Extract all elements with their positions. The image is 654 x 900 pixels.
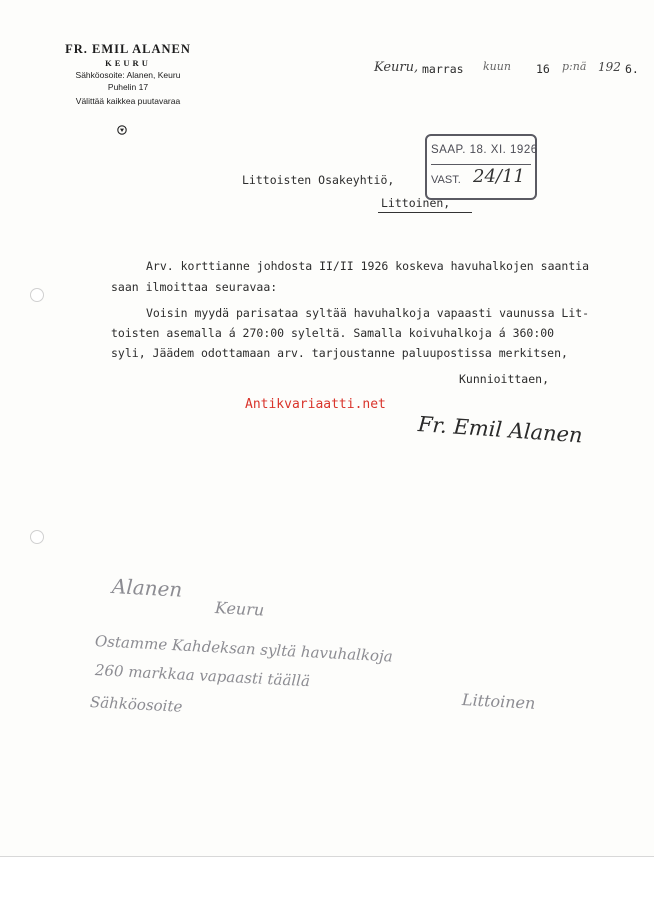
stamp-answered-date: 24/11: [473, 166, 525, 187]
emblem-icon: [117, 125, 127, 135]
company-name: FR. EMIL ALANEN: [65, 42, 191, 56]
pencil-note-place: Littoinen: [461, 690, 536, 713]
stamp-divider: [431, 164, 531, 165]
watermark: Antikvariaatti.net: [245, 397, 386, 412]
recipient-name: Littoisten Osakeyhtiö,: [242, 173, 395, 187]
pencil-note-city: Keuru: [214, 598, 265, 620]
company-city: KEURU: [105, 58, 151, 68]
punch-hole-bottom: [30, 530, 44, 544]
body-line-2: saan ilmoittaa seuravaa:: [111, 280, 278, 294]
date-year-suffix: 6.: [625, 62, 639, 76]
phone-number: Puhelin 17: [107, 82, 149, 92]
pencil-note-line-1: Ostamme Kahdeksan syltä havuhalkoja: [94, 632, 394, 666]
punch-hole-top: [30, 288, 44, 302]
pencil-note-line-3: Sähköosoite: [89, 693, 183, 716]
body-line-4: toisten asemalla á 270:00 syleltä. Samalla koivuhalkoja á 360:00: [111, 326, 555, 340]
business-line: Välittää kaikkea puutavaraa: [75, 96, 181, 106]
date-day: 16: [536, 62, 550, 76]
date-year-prefix: 192: [598, 60, 621, 74]
body-line-1: Arv. korttianne johdosta II/II 1926 koskeva havuhalkojen saantia: [146, 259, 590, 273]
date-pna: p:nä: [562, 60, 587, 73]
stamp-received-date: SAAP. 18. XI. 1926: [431, 144, 538, 156]
recipient-place: Littoinen,: [381, 196, 451, 210]
body-line-3: Voisin myydä parisataa syltää havuhalkoja vapaasti vaunussa Lit-: [146, 306, 590, 320]
recipient-underline: [378, 212, 472, 213]
telegram-address: Sähköosoite: Alanen, Keuru: [75, 70, 181, 80]
date-place: Keuru,: [374, 60, 419, 75]
pencil-note-name: Alanen: [111, 574, 183, 602]
closing: Kunnioittaen,: [459, 372, 550, 386]
date-month: marras: [422, 62, 464, 76]
body-line-5: syli, Jäädem odottamaan arv. tarjoustanne paluupostissa merkitsen,: [111, 346, 568, 360]
received-stamp: [425, 134, 537, 200]
letterhead: [28, 42, 228, 106]
pencil-note-line-2: 260 markkaa vapaasti täällä: [94, 661, 311, 691]
stamp-answered-label: VAST.: [431, 174, 461, 186]
date-kuun: kuun: [483, 60, 511, 73]
signature: Fr. Emil Alanen: [417, 412, 584, 448]
